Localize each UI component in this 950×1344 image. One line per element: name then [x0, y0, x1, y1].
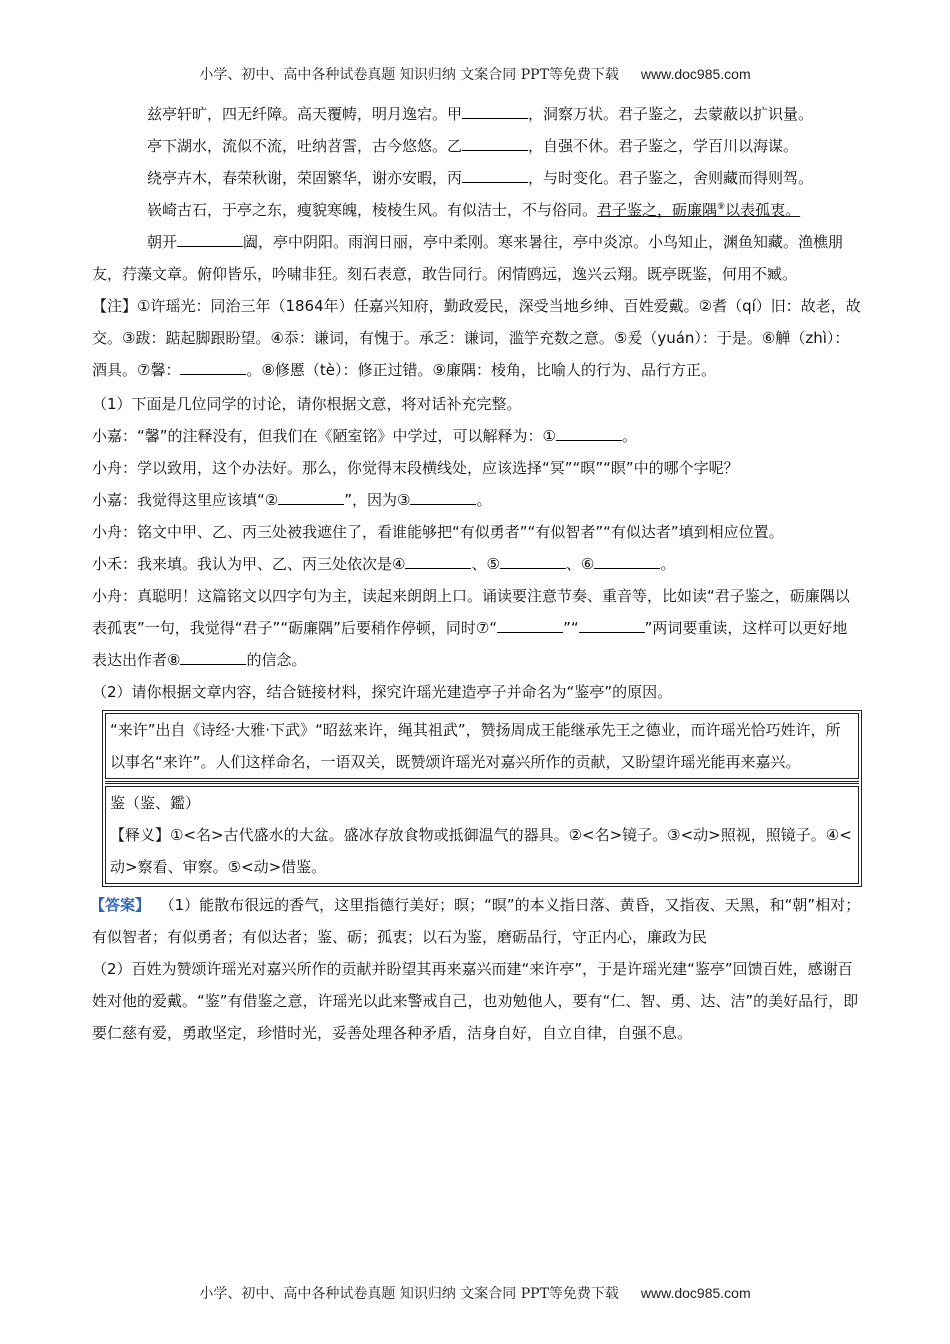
blank-7a[interactable] — [497, 614, 563, 633]
blank-zhao-kai[interactable] — [177, 228, 243, 247]
dialogue-line-5: 小禾：我来填。我认为甲、乙、丙三处依次是④ 、⑤ 、⑥ 。 — [92, 548, 862, 580]
question-1-intro: （1）下面是几位同学的讨论，请你根据文意，将对话补充完整。 — [92, 395, 522, 413]
question-2-intro: （2）请你根据文章内容，结合链接材料，探究许瑶光建造亭子并命名为“鉴亭”的原因。 — [92, 683, 673, 701]
notes: 【注】①许瑶光：同治三年（1864年）任嘉兴知府，勤政爱民，深受当地乡绅、百姓爱戴。②耆（qí）旧：故老，故交。③跋：踮起脚跟盼望。④忝：谦词，有愧于。承乏：谦词，滥竽充数之意。⑤爰（yuán）：于是。⑥觯（zhì）：酒具。⑦馨： 。⑧修慝（tè）：修正过错。⑨廉隅：棱角，比喻人的行为、品行方正。 — [92, 297, 861, 379]
footer-url[interactable]: www.doc985.com — [640, 1285, 751, 1301]
blank-7b[interactable] — [579, 614, 645, 633]
blank-5[interactable] — [500, 550, 566, 569]
answer-1: 【答案】 （1）能散布很远的香气，这里指德行美好；暝；“暝”的本义指日落、黄昏，又指夜、天黑，和“朝”相对；有似智者；有似勇者；有似达者；鉴、砺；孤衷；以石为鉴，磨砺品行，守正内心，廉政为民 — [90, 896, 861, 946]
dialogue-line-4: 小舟：铭文中甲、乙、丙三处被我遮住了，看谁能够把“有似勇者”“有似智者”“有似达者”填到相应位置。 — [92, 523, 784, 541]
blank-2[interactable] — [278, 486, 344, 505]
material-box-2: 鉴（鉴、鑑） 【释义】①<名>古代盛水的大盆。盛冰存放食物或抵御温气的器具。②<名>镜子。③<动>照视，照镜子。④<动>察看、审察。⑤<动>借鉴。 — [105, 786, 859, 884]
passage-paragraph-4: 嵚崎古石，于亭之东，瘦貌寒魄，棱棱生风。有似洁士，不与俗同。君子鉴之，砺廉隅⑨以表孤衷。 — [147, 201, 801, 219]
dialogue-line-3: 小嘉：我觉得这里应该填“② ”，因为③ 。 — [92, 484, 862, 516]
document-body — [92, 98, 862, 1049]
underlined-sentence: 君子鉴之，砺廉隅⑨以表孤衷。 — [597, 201, 801, 219]
passage-paragraph-5: 朝开 阖，亭中阴阳。雨润日丽，亭中柔刚。寒来暑往，亭中炎凉。小鸟知止，渊鱼知藏。渔樵朋友，荇藻文章。俯仰皆乐，吟啸非狂。刻石表意，敢告同行。闲情鸥远，逸兴云翔。既亭既鉴，何用不臧。 — [92, 226, 862, 290]
material-box-1: “来许”出自《诗经·大雅·下武》“昭兹来许，绳其祖武”，赞扬周成王能继承先王之德业，而许瑶光恰巧姓许，所以事名“来许”。人们这样命名，一语双关，既赞颂许瑶光对嘉兴所作的贡献，又盼望许瑶光能再来嘉兴。 — [105, 713, 859, 779]
blank-note-xin[interactable] — [180, 356, 246, 375]
passage-paragraph-1: 兹亭轩旷，四无纤障。高天覆帱，明月逸宕。甲 ，洞察万状。君子鉴之，去蒙蔽以扩识量。 — [92, 98, 862, 130]
blank-yi[interactable] — [462, 132, 528, 151]
answer-label: 【答案】 — [90, 896, 151, 914]
blank-6[interactable] — [594, 550, 660, 569]
header-text: 小学、初中、高中各种试卷真题 知识归纳 文案合同 PPT等免费下载 — [199, 67, 619, 83]
answer-2: （2）百姓为赞颂许瑶光对嘉兴所作的贡献并盼望其再来嘉兴而建“来许亭”，于是许瑶光建“鉴亭”回馈百姓，感谢百姓对他的爱戴。“鉴”有借鉴之意，许瑶光以此来警戒自己，也劝勉他人，要有“仁、智、勇、达、洁”的美好品行，即要仁慈有爱，勇敢坚定，珍惜时光，妥善处理各种矛盾，洁身自好，自立自律，自强不息。 — [92, 960, 859, 1042]
passage-paragraph-3: 绕亭卉木，春荣秋谢，荣固繁华，谢亦安暇，丙 ，与时变化。君子鉴之，舍则藏而得则驾。 — [92, 162, 862, 194]
footer-text: 小学、初中、高中各种试卷真题 知识归纳 文案合同 PPT等免费下载 — [199, 1286, 619, 1302]
blank-bing[interactable] — [462, 164, 528, 183]
page-footer — [0, 1283, 950, 1303]
box-divider — [105, 781, 859, 784]
blank-jia[interactable] — [462, 100, 528, 119]
blank-8[interactable] — [180, 646, 246, 665]
blank-4[interactable] — [405, 550, 471, 569]
blank-1[interactable] — [556, 422, 622, 441]
dialogue-line-6: 小舟：真聪明！这篇铭文以四字句为主，读起来朗朗上口。诵读要注意节奏、重音等，比如读“君子鉴之，砺廉隅以表孤衷”一句，我觉得“君子”“砺廉隅”后要稍作停顿，同时⑦“ ”“ ”两词要重读，这样可以更好地表达出作者⑧ 的信念。 — [92, 587, 850, 669]
dialogue-line-2: 小舟：学以致用，这个办法好。那么，你觉得末段横线处，应该选择“冥”“暝”“瞑”中的哪个字呢？ — [92, 459, 739, 477]
dialogue-line-1: 小嘉：“馨”的注释没有，但我们在《陋室铭》中学过，可以解释为：① 。 — [92, 420, 862, 452]
header-url[interactable]: www.doc985.com — [640, 66, 751, 82]
blank-3[interactable] — [410, 486, 476, 505]
page-header — [0, 64, 950, 84]
link-material-box — [102, 710, 862, 887]
passage-paragraph-2: 亭下湖水，流似不流，吐纳苕霅，古今悠悠。乙 ，自强不休。君子鉴之，学百川以海谋。 — [92, 130, 862, 162]
